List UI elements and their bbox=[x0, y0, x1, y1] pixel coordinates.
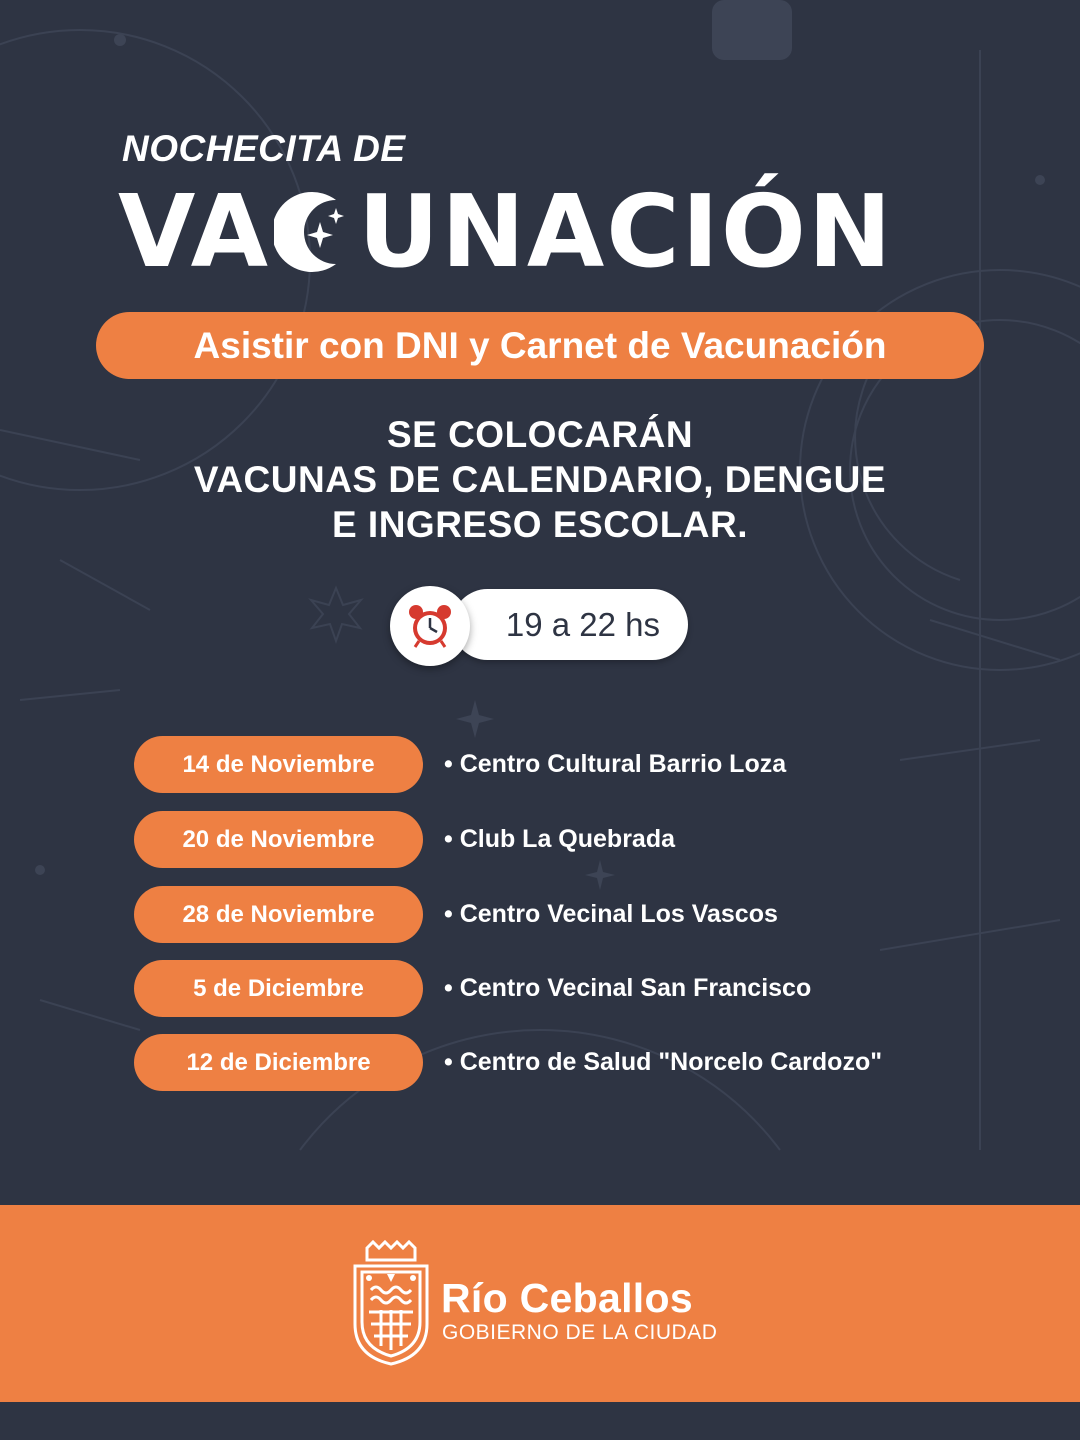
schedule-row bbox=[0, 1034, 1080, 1091]
time-badge bbox=[452, 589, 688, 660]
title-start: VA bbox=[118, 173, 270, 290]
date-badge: 12 de Diciembre bbox=[134, 1034, 423, 1091]
venue-label: • Centro Cultural Barrio Loza bbox=[444, 750, 787, 778]
requirements-banner: Asistir con DNI y Carnet de Vacunación bbox=[96, 312, 984, 379]
main-title bbox=[118, 173, 894, 290]
city-name: Río Ceballos bbox=[441, 1275, 693, 1321]
venue-label: • Club La Quebrada bbox=[444, 825, 676, 853]
crescent-moon-star-icon bbox=[274, 182, 354, 282]
intro-line-2: VACUNAS DE CALENDARIO, DENGUE bbox=[193, 459, 887, 500]
schedule-row bbox=[0, 811, 1080, 868]
date-badge: 28 de Noviembre bbox=[134, 886, 423, 943]
schedule-row bbox=[0, 886, 1080, 943]
alarm-clock-icon bbox=[407, 603, 453, 649]
clock-badge bbox=[390, 586, 470, 666]
schedule-row bbox=[0, 960, 1080, 1017]
date-badge: 5 de Diciembre bbox=[134, 960, 423, 1017]
venue-label: • Centro Vecinal San Francisco bbox=[444, 974, 812, 1002]
intro-line-1: SE COLOCARÁN bbox=[386, 414, 694, 455]
intro-line-3: E INGRESO ESCOLAR. bbox=[331, 504, 749, 545]
kicker-heading: NOCHECITA DE bbox=[122, 128, 406, 169]
date-badge: 14 de Noviembre bbox=[134, 736, 423, 793]
schedule-row bbox=[0, 736, 1080, 793]
title-end: UNACIÓN bbox=[358, 173, 894, 290]
vaccines-description bbox=[0, 412, 1080, 547]
city-crest-icon bbox=[349, 1240, 433, 1366]
venue-label: • Centro de Salud "Norcelo Cardozo" bbox=[444, 1048, 883, 1076]
venue-label: • Centro Vecinal Los Vascos bbox=[444, 900, 778, 928]
city-subtitle: GOBIERNO DE LA CIUDAD bbox=[442, 1321, 718, 1344]
time-label: 19 a 22 hs bbox=[505, 605, 660, 643]
date-badge: 20 de Noviembre bbox=[134, 811, 423, 868]
